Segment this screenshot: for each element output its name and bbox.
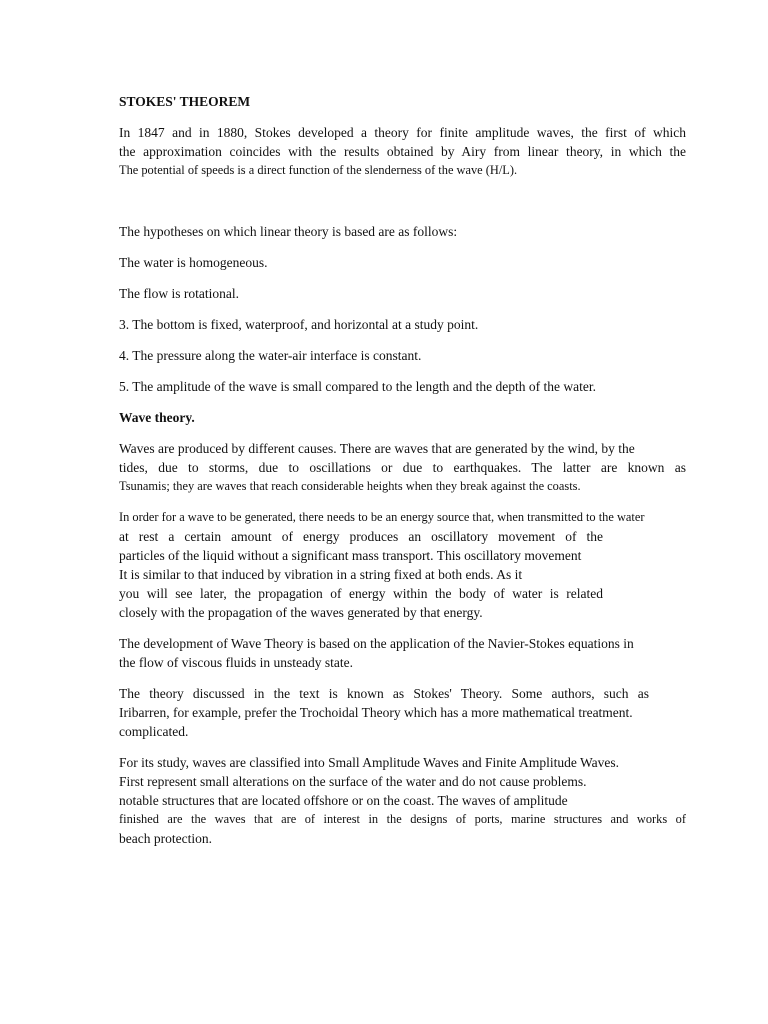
intro-paragraph bbox=[119, 123, 686, 180]
stokes-theory-paragraph bbox=[119, 684, 686, 741]
causes-line: tides, due to storms, due to oscillations or due to earthquakes. The latter are known as bbox=[119, 460, 686, 475]
development-line: The development of Wave Theory is based on the application of the Navier-Stokes equations in bbox=[119, 636, 634, 651]
causes-line: Tsunamis; they are waves that reach considerable heights when they break against the coasts. bbox=[119, 479, 581, 493]
development-paragraph bbox=[119, 634, 686, 672]
energy-line: closely with the propagation of the waves generated by that energy. bbox=[119, 605, 483, 620]
hypothesis-item: 5. The amplitude of the wave is small compared to the length and the depth of the water. bbox=[119, 379, 596, 394]
hypothesis-item: 4. The pressure along the water-air interface is constant. bbox=[119, 348, 422, 363]
classification-paragraph bbox=[119, 753, 686, 848]
intro-line: the approximation coincides with the results obtained by Airy from linear theory, in which the bbox=[119, 144, 686, 159]
stokes-theory-line: complicated. bbox=[119, 724, 189, 739]
classification-line: First represent small alterations on the surface of the water and do not cause problems. bbox=[119, 774, 587, 789]
stokes-theory-line: Iribarren, for example, prefer the Trochoidal Theory which has a more mathematical treatment. bbox=[119, 705, 633, 720]
energy-paragraph bbox=[119, 508, 686, 622]
document-title: STOKES' THEOREM bbox=[119, 94, 251, 109]
classification-line: notable structures that are located offshore or on the coast. The waves of amplitude bbox=[119, 793, 568, 808]
hypothesis-item: The water is homogeneous. bbox=[119, 255, 268, 270]
energy-line: you will see later, the propagation of energy within the body of water is related bbox=[119, 586, 603, 601]
hypothesis-item: The flow is rotational. bbox=[119, 286, 239, 301]
energy-line: at rest a certain amount of energy produces an oscillatory movement of the bbox=[119, 529, 603, 544]
classification-line: finished are the waves that are of interest in the designs of ports, marine structures and works of bbox=[119, 812, 686, 826]
stokes-theory-line: The theory discussed in the text is known as Stokes' Theory. Some authors, such as bbox=[119, 686, 649, 701]
classification-line: For its study, waves are classified into Small Amplitude Waves and Finite Amplitude Waves. bbox=[119, 755, 620, 770]
wave-theory-heading: Wave theory. bbox=[119, 410, 195, 425]
hypotheses-intro: The hypotheses on which linear theory is based are as follows: bbox=[119, 224, 458, 239]
energy-line: particles of the liquid without a significant mass transport. This oscillatory movement bbox=[119, 548, 582, 563]
energy-line: It is similar to that induced by vibration in a string fixed at both ends. As it bbox=[119, 567, 523, 582]
causes-line: Waves are produced by different causes. There are waves that are generated by the wind, by the bbox=[119, 441, 635, 456]
hypothesis-item: 3. The bottom is fixed, waterproof, and horizontal at a study point. bbox=[119, 317, 479, 332]
document-body bbox=[119, 92, 686, 860]
intro-line: In 1847 and in 1880, Stokes developed a theory for finite amplitude waves, the first of which bbox=[119, 125, 686, 140]
causes-paragraph bbox=[119, 439, 686, 496]
development-line: the flow of viscous fluids in unsteady state. bbox=[119, 655, 353, 670]
intro-line: The potential of speeds is a direct function of the slenderness of the wave (H/L). bbox=[119, 163, 518, 177]
classification-line: beach protection. bbox=[119, 831, 212, 846]
energy-line: In order for a wave to be generated, there needs to be an energy source that, when transmitted to the water bbox=[119, 510, 645, 524]
